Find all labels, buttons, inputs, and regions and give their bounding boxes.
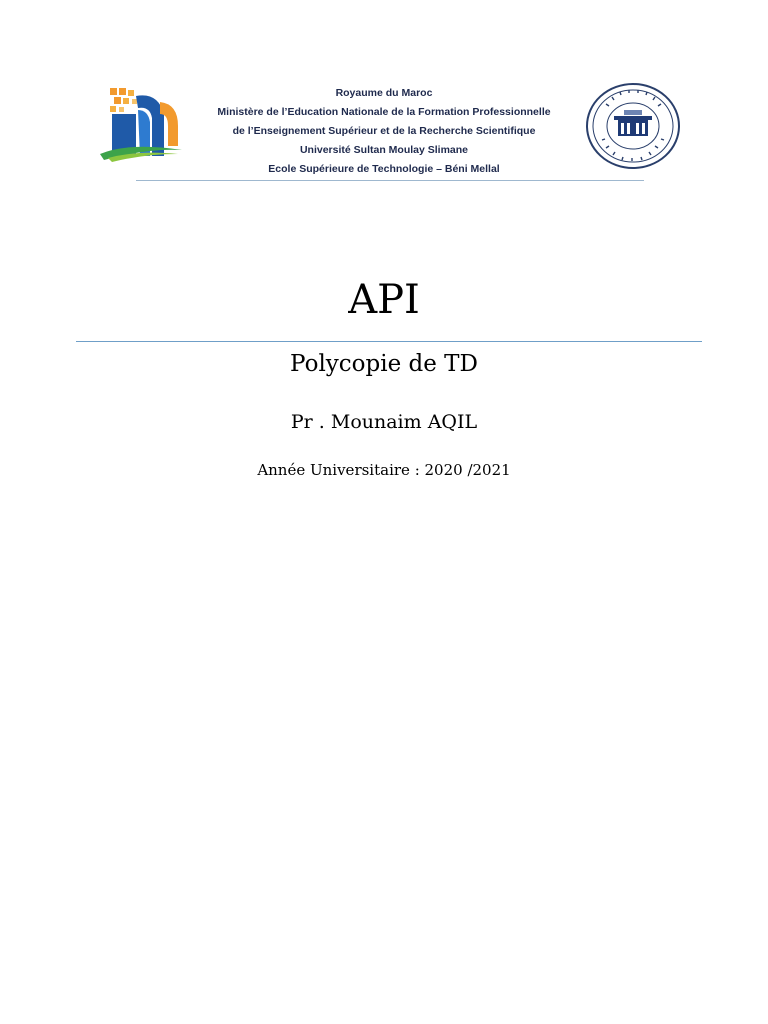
- header-line-ministry: Ministère de l’Education Nationale de la Formation Professionnelle: [217, 106, 551, 118]
- document-title: API: [348, 277, 420, 323]
- header-line-university: Université Sultan Moulay Slimane: [299, 144, 469, 156]
- header-line-higher-education: de l’Enseignement Supérieur et de la Recherche Scientifique: [232, 125, 536, 137]
- document-author: Pr . Mounaim AQIL: [290, 411, 478, 433]
- institution-header-text: [200, 84, 568, 179]
- academic-year: Année Universitaire : 2020 /2021: [257, 461, 511, 479]
- header-line-school: Ecole Supérieure de Technologie – Béni Mellal: [268, 163, 500, 175]
- header-line-kingdom: Royaume du Maroc: [335, 87, 433, 99]
- university-logo-icon: [98, 84, 184, 164]
- document-subtitle: Polycopie de TD: [290, 351, 478, 377]
- school-seal-icon: [584, 82, 682, 170]
- header-divider: [136, 180, 644, 181]
- title-divider: [76, 341, 702, 342]
- document-header: [0, 0, 768, 190]
